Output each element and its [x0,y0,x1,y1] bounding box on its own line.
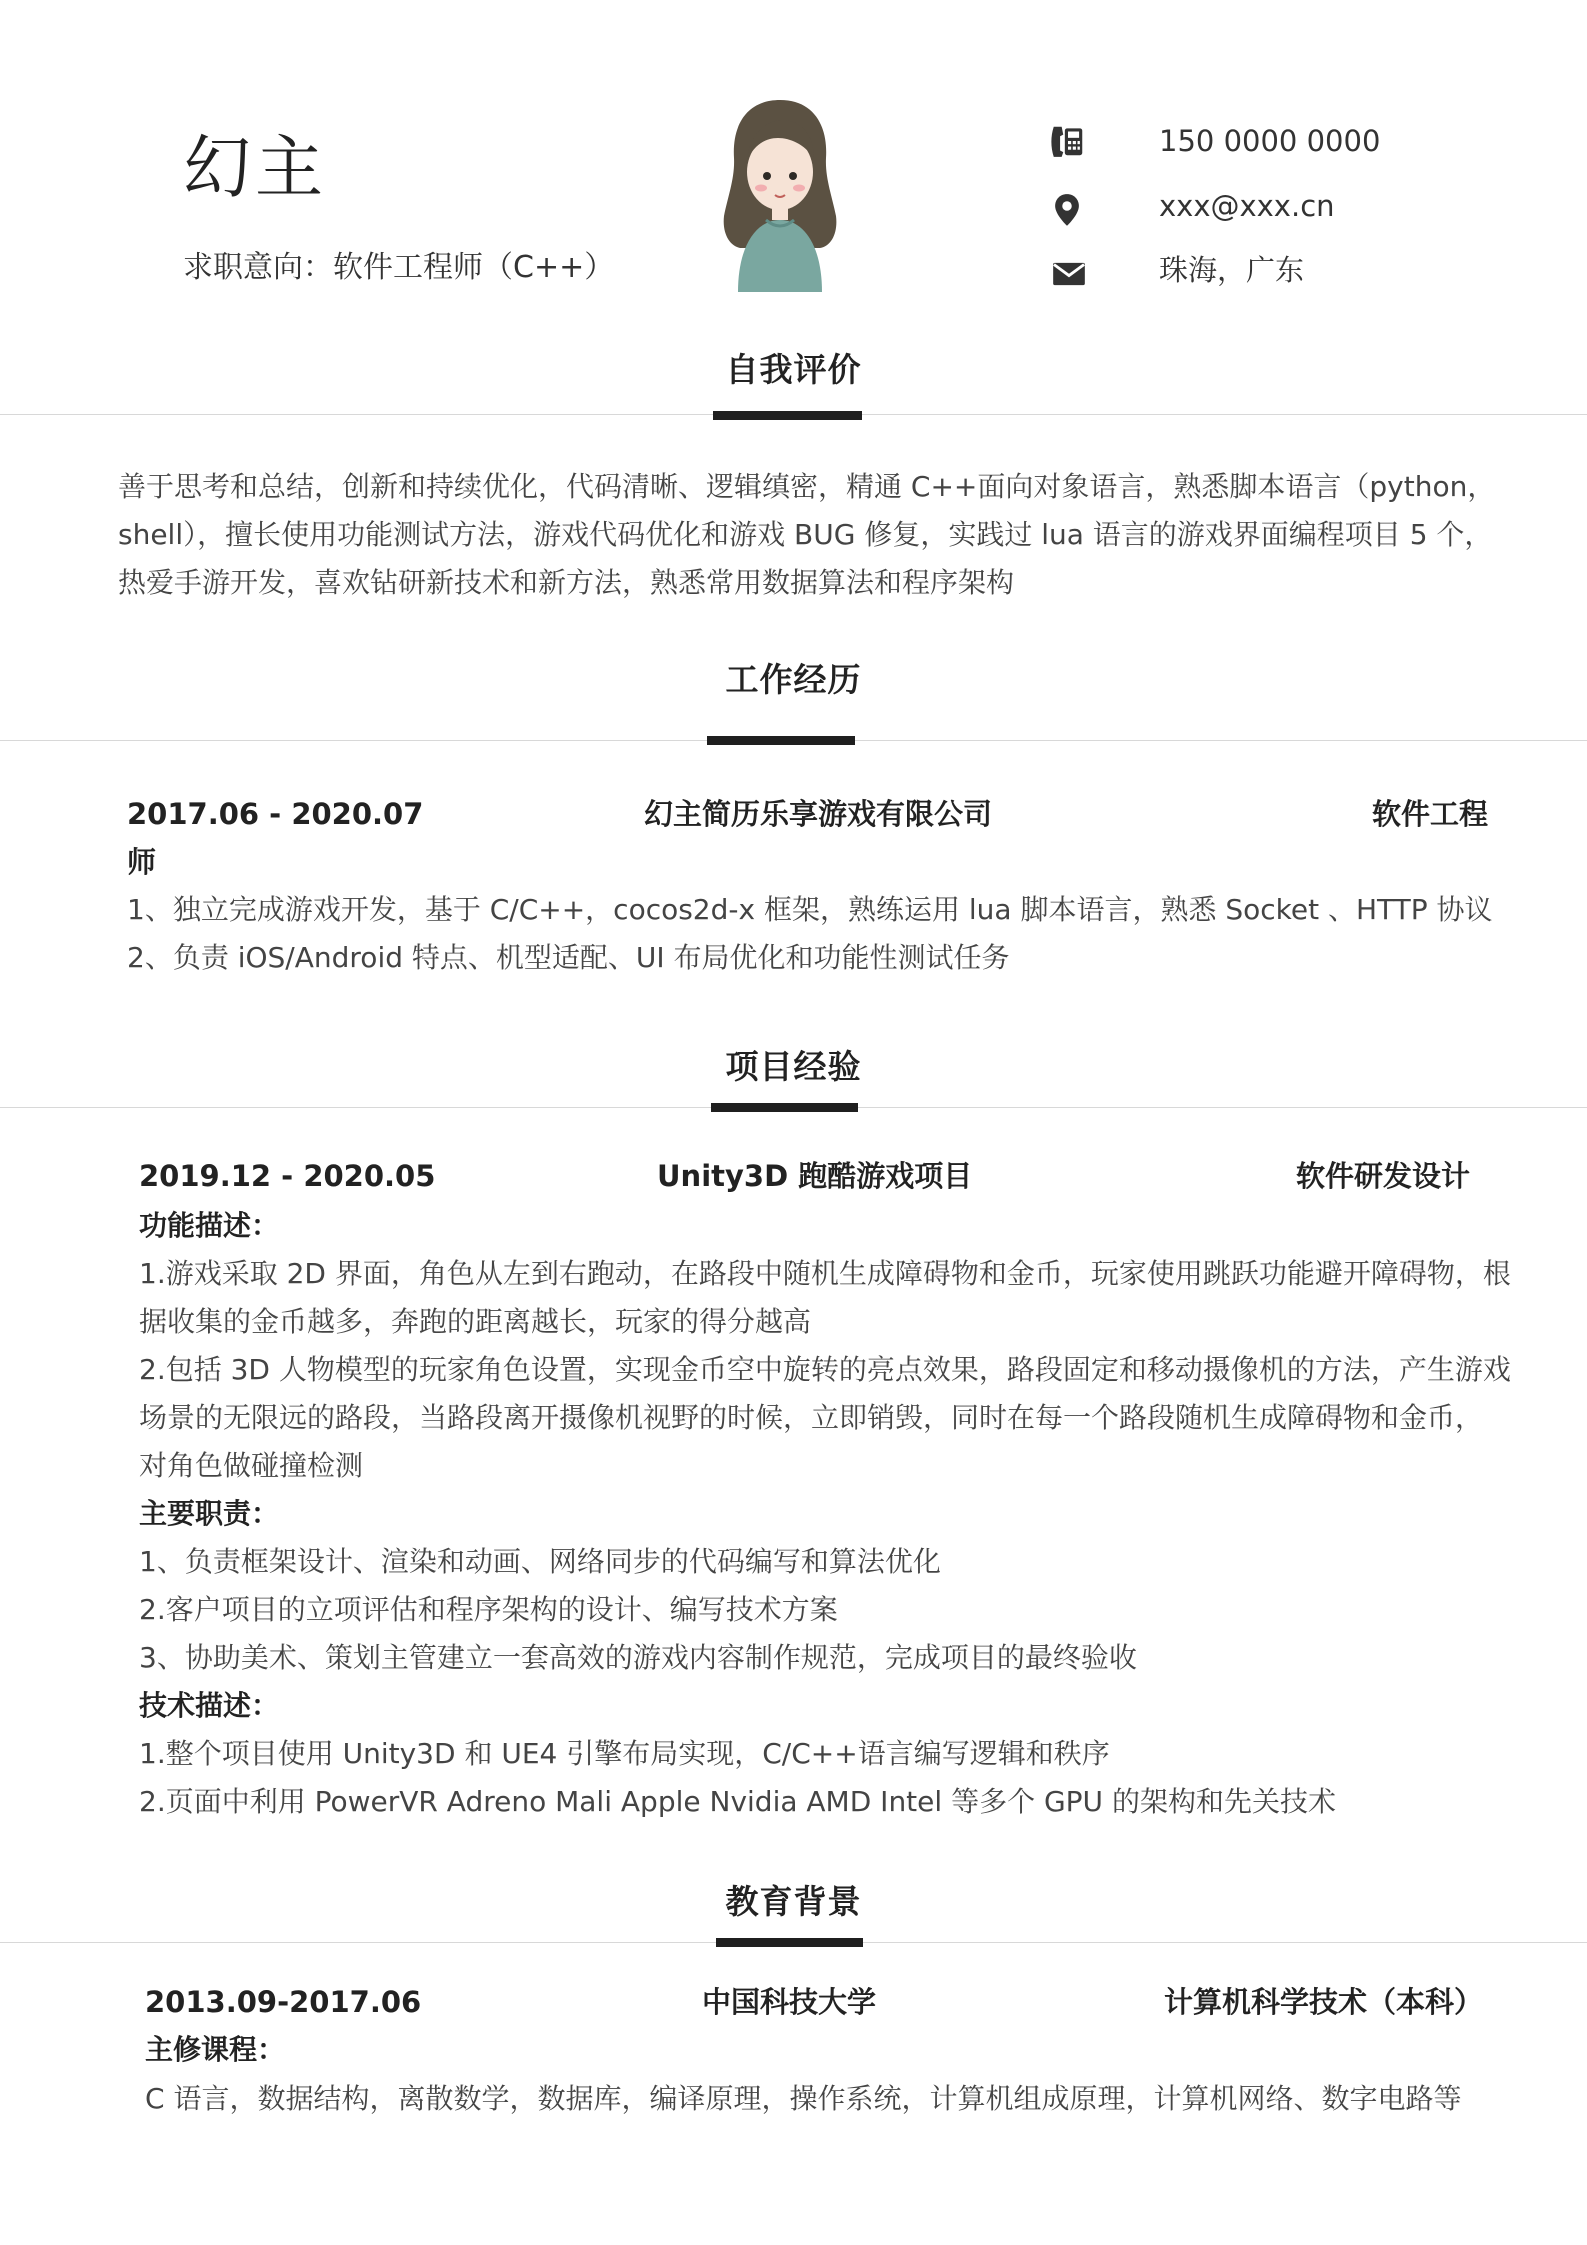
project-func-text [139,1250,1529,1490]
self-eval-line: 热爱手游开发，喜欢钻研新技术和新方法，熟悉常用数据算法和程序架构 [118,566,1015,599]
project-period: 2019.12 - 2020.05 [139,1159,436,1193]
section-underline-bar [716,1938,863,1947]
project-func-line: 2.包括 3D 人物模型的玩家角色设置，实现金币空中旋转的亮点效果，路段固定和移动摄像机的方法，产生游戏 [139,1353,1511,1386]
phone-icon [1049,122,1087,160]
project-role: 软件研发设计 [1296,1159,1471,1193]
candidate-name: 幻主 [183,129,328,208]
work-item: 2、负责 iOS/Android 特点、机型适配、UI 布局优化和功能性测试任务 [127,941,1010,974]
education-course-label: 主修课程： [145,2033,286,2066]
work-company: 幻主简历乐享游戏有限公司 [644,797,993,831]
self-eval-line: shell），擅长使用功能测试方法，游戏代码优化和游戏 BUG 修复，实践过 lua 语言的游戏界面编程项目 5 个， [118,518,1493,551]
contact-phone: 150 0000 0000 [1159,124,1381,158]
section-title-self-eval: 自我评价 [725,350,862,389]
project-name: Unity3D 跑酷游戏项目 [657,1159,973,1193]
project-duty-line: 3、协助美术、策划主管建立一套高效的游戏内容制作规范，完成项目的最终验收 [139,1641,1137,1674]
contact-location: 珠海，广东 [1159,253,1305,287]
section-title-work: 工作经历 [725,660,862,699]
work-role-wrap: 师 [127,845,157,879]
section-underline-bar [707,736,855,745]
project-func-label: 功能描述： [139,1209,280,1242]
section-underline-bar [711,1103,858,1112]
education-period: 2013.09-2017.06 [145,1985,422,2019]
project-tech-label: 技术描述： [139,1689,280,1722]
location-pin-icon [1048,191,1086,229]
project-func-line: 对角色做碰撞检测 [139,1449,364,1482]
education-major: 计算机科学技术（本科） [1164,1985,1484,2019]
education-school: 中国科技大学 [702,1985,877,2019]
project-func-line: 场景的无限远的路段，当路段离开摄像机视野的时候，立即销毁，同时在每一个路段随机生成障碍物和金币， [139,1401,1484,1434]
work-role: 软件工程 [1372,797,1489,831]
avatar [720,96,840,292]
section-title-education: 教育背景 [725,1882,862,1921]
job-intention: 求职意向：软件工程师（C++） [183,250,615,285]
project-duty-line: 1、负责框架设计、渲染和动画、网络同步的代码编写和算法优化 [139,1545,941,1578]
contact-email: xxx@xxx.cn [1159,189,1335,223]
project-tech-line: 2.页面中利用 PowerVR Adreno Mali Apple Nvidia AMD Intel 等多个 GPU 的架构和先关技术 [139,1785,1336,1818]
section-underline-bar [713,411,862,420]
project-func-line: 1.游戏采取 2D 界面，角色从左到右跑动，在路段中随机生成障碍物和金币，玩家使用跳跃功能避开障碍物，根 [139,1257,1511,1290]
work-item: 1、独立完成游戏开发，基于 C/C++，cocos2d-x 框架，熟练运用 lua 脚本语言，熟悉 Socket 、HTTP 协议 [127,893,1493,926]
project-duty-text [139,1538,1529,1682]
self-eval-text [118,463,1518,607]
section-title-project: 项目经验 [725,1047,862,1086]
project-duty-label: 主要职责： [139,1497,280,1530]
project-duty-line: 2.客户项目的立项评估和程序架构的设计、编写技术方案 [139,1593,838,1626]
self-eval-line: 善于思考和总结，创新和持续优化，代码清晰、逻辑缜密，精通 C++面向对象语言，熟悉脚本语言（python， [118,470,1496,503]
project-tech-text [139,1730,1529,1826]
education-courses: C 语言，数据结构，离散数学，数据库，编译原理，操作系统，计算机组成原理，计算机网络、数字电路等 [145,2082,1462,2115]
work-period: 2017.06 - 2020.07 [127,797,424,831]
project-tech-line: 1.整个项目使用 Unity3D 和 UE4 引擎布局实现，C/C++语言编写逻辑和秩序 [139,1737,1110,1770]
envelope-icon [1050,255,1088,293]
project-func-line: 据收集的金币越多，奔跑的距离越长，玩家的得分越高 [139,1305,812,1338]
